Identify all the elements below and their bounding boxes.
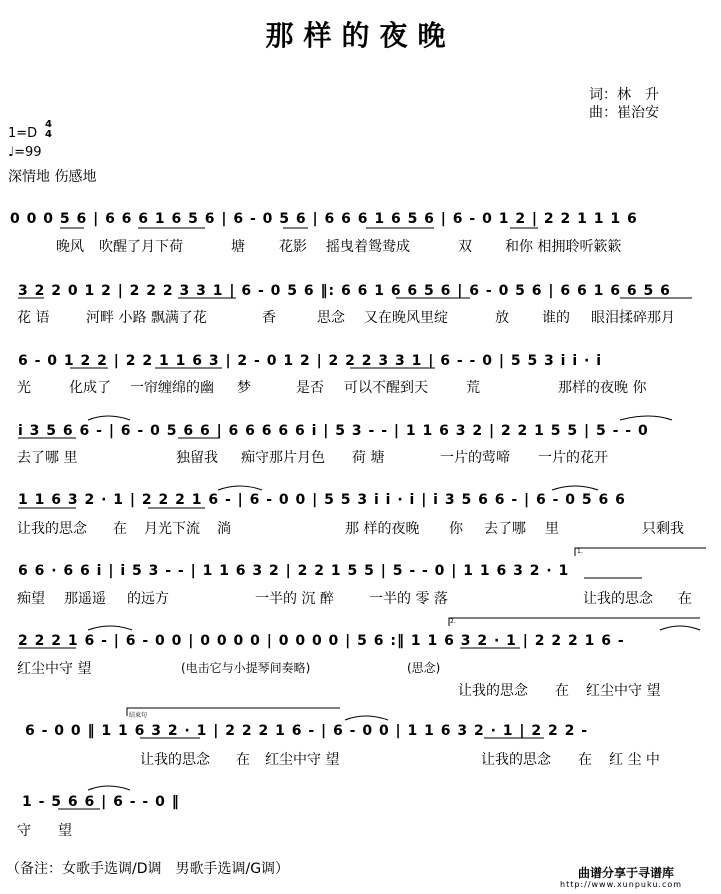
- lyric-5-7: 去了哪: [484, 521, 526, 537]
- lyric-1-4: 花影: [279, 239, 307, 255]
- lyric-8-1: 让我的思念: [140, 752, 210, 768]
- lyric-7-1: 红尘中守 望: [17, 661, 92, 677]
- lyric-5-2: 在: [113, 521, 127, 537]
- ending-2-mark: 2.: [450, 618, 456, 625]
- expression-mark: 深情地 伤感地: [8, 169, 97, 185]
- lyric-2-5: 又在晚风里绽: [364, 310, 448, 326]
- coda-mark: 结束句: [129, 712, 148, 719]
- footer-note: （备注：女歌手选调/D调 男歌手选调/G调）: [6, 861, 290, 877]
- lyric-4-2: 独留我: [176, 450, 218, 466]
- lyric-9-2: 望: [58, 823, 72, 839]
- lyric-5-5: 那 样的夜晚: [345, 521, 420, 537]
- slur: [88, 626, 132, 630]
- lyric-7-6: 红尘中守 望: [586, 683, 661, 699]
- lyric-1-2: 吹醒了月下荷: [99, 239, 183, 255]
- lyric-3-3: 一帘缠绵的幽: [130, 380, 214, 396]
- slur: [88, 416, 130, 420]
- lyric-3-5: 是否: [296, 380, 324, 396]
- lyric-2-6: 放: [495, 310, 509, 326]
- lyric-5-4: 淌: [217, 521, 231, 537]
- lyric-7-3: (思念): [407, 661, 441, 675]
- lyric-6-7: 在: [678, 591, 692, 607]
- lyric-8-4: 让我的思念: [481, 752, 551, 768]
- lyric-1-3: 塘: [231, 239, 245, 255]
- coda-bracket: [127, 708, 340, 716]
- lyric-8-3: 红尘中守 望: [265, 752, 340, 768]
- lyric-6-2: 那遥遥: [64, 591, 106, 607]
- lyric-6-5: 一半的 零 落: [369, 591, 448, 607]
- key-signature: 1=D: [8, 126, 38, 141]
- slur: [620, 416, 672, 420]
- lyric-9-1: 守: [17, 823, 31, 839]
- lyric-2-1: 花 语: [17, 310, 50, 326]
- lyric-3-6: 可以不醒到天: [344, 380, 428, 396]
- lyric-6-6: 让我的思念: [583, 591, 653, 607]
- notation-line-9: 1 - 5 6 6 | 6 - - 0 ‖: [22, 794, 180, 810]
- lyric-1-1: 晚风: [56, 239, 84, 255]
- slur: [218, 486, 262, 490]
- lyric-4-6: 一片的花开: [538, 450, 608, 466]
- lyric-2-3: 香: [262, 310, 276, 326]
- notation-line-5: 1 1 6 3 2 · 1 | 2 2 2 1 6 - | 6 - 0 0 | 5 5 3 i i · i | i 3 5 6 6 - | 6 - 0 5 6 6: [18, 492, 626, 508]
- composer-credit: 曲：崔治安: [589, 105, 659, 121]
- notation-line-2: 3 2 2 0 1 2 | 2 2 2 3 3 1 | 6 - 0 5 6 ‖: 6 6 1 6 6 5 6 | 6 - 0 5 6 | 6 6 1 6 6 5 6: [18, 283, 671, 299]
- lyric-2-7: 谁的: [542, 310, 570, 326]
- lyric-7-4: 让我的思念: [458, 683, 528, 699]
- lyric-2-2: 河畔 小路 飘满了花: [86, 310, 207, 326]
- lyric-5-8: 里: [545, 521, 559, 537]
- ending-bracket: [449, 618, 700, 626]
- lyric-5-1: 让我的思念: [17, 521, 87, 537]
- slur: [88, 786, 130, 790]
- lyric-3-8: 那样的夜晚 你: [558, 380, 647, 396]
- lyric-7-5: 在: [555, 683, 569, 699]
- lyric-6-1: 痴望: [17, 591, 45, 607]
- share-credit: 曲谱分享于寻谱库: [578, 866, 675, 880]
- slur: [660, 626, 700, 630]
- slur: [552, 486, 598, 490]
- lyric-2-8: 眼泪揉碎那月: [591, 310, 675, 326]
- ending-bracket: [575, 548, 706, 556]
- lyric-8-2: 在: [236, 752, 250, 768]
- lyric-1-5: 摇曳着鸳鸯成: [326, 239, 410, 255]
- lyric-7-2: (电击它与小提琴间奏略): [181, 661, 311, 675]
- lyric-3-4: 梦: [237, 380, 251, 396]
- lyric-4-3: 痴守那片月色: [241, 450, 325, 466]
- lyric-6-3: 的远方: [127, 591, 169, 607]
- time-signature-top: 4: [45, 119, 52, 130]
- lyric-6-4: 一半的 沉 醉: [255, 591, 334, 607]
- ending-1-mark: 1.: [577, 548, 583, 555]
- slur: [345, 716, 388, 720]
- tempo-value: =99: [14, 145, 42, 160]
- lyric-5-6: 你: [449, 521, 463, 537]
- notation-line-8: 6 - 0 0 ‖ 1 1 6 3 2 · 1 | 2 2 2 1 6 - | 6 - 0 0 | 1 1 6 3 2 · 1 | 2 2 2 -: [25, 723, 589, 739]
- notation-line-6: 6 6 · 6 6 i | i 5 3 - - | 1 1 6 3 2 | 2 2 1 5 5 | 5 - - 0 | 1 1 6 3 2 · 1: [18, 563, 570, 579]
- lyric-8-6: 红 尘 中: [609, 752, 660, 768]
- lyric-1-6: 双: [458, 239, 472, 255]
- lyricist-credit: 词：林 升: [589, 87, 659, 103]
- lyric-1-7: 和你 相拥聆听簌簌: [505, 239, 622, 255]
- lyric-2-4: 思念: [317, 310, 345, 326]
- notation-line-4: i 3 5 6 6 - | 6 - 0 5 6 6 | 6 6 6 6 6 i | 5 3 - - | 1 1 6 3 2 | 2 2 1 5 5 | 5 - - 0: [18, 423, 649, 439]
- lyric-3-2: 化成了: [69, 380, 111, 396]
- notation-line-7: 2 2 2 1 6 - | 6 - 0 0 | 0 0 0 0 | 0 0 0 0 | 5 6 :‖ 1 1 6 3 2 · 1 | 2 2 2 1 6 -: [18, 633, 625, 649]
- time-signature-bottom: 4: [45, 129, 52, 140]
- lyric-4-1: 去了哪 里: [17, 450, 78, 466]
- lyric-3-7: 荒: [466, 380, 480, 396]
- lyric-8-5: 在: [578, 752, 592, 768]
- lyric-4-4: 荷 塘: [352, 450, 385, 466]
- notation-line-1: 0 0 0 5 6 | 6 6 6 1 6 5 6 | 6 - 0 5 6 | 6 6 6 1 6 5 6 | 6 - 0 1 2 | 2 2 1 1 1 6: [10, 211, 638, 227]
- notation-line-3: 6 - 0 1 2 2 | 2 2 1 1 6 3 | 2 - 0 1 2 | 2 2 2 3 3 1 | 6 - - 0 | 5 5 3 i i · i: [18, 353, 603, 369]
- lyric-3-1: 光: [17, 380, 31, 396]
- quarter-note-icon: ♩: [8, 145, 15, 160]
- song-title: 那样的夜晚: [265, 19, 456, 52]
- lyric-4-5: 一片的莺啼: [440, 450, 510, 466]
- site-url[interactable]: http://www.xunpuku.com: [560, 880, 683, 889]
- lyric-5-3: 月光下流: [144, 521, 200, 537]
- lyric-5-9: 只剩我: [642, 521, 684, 537]
